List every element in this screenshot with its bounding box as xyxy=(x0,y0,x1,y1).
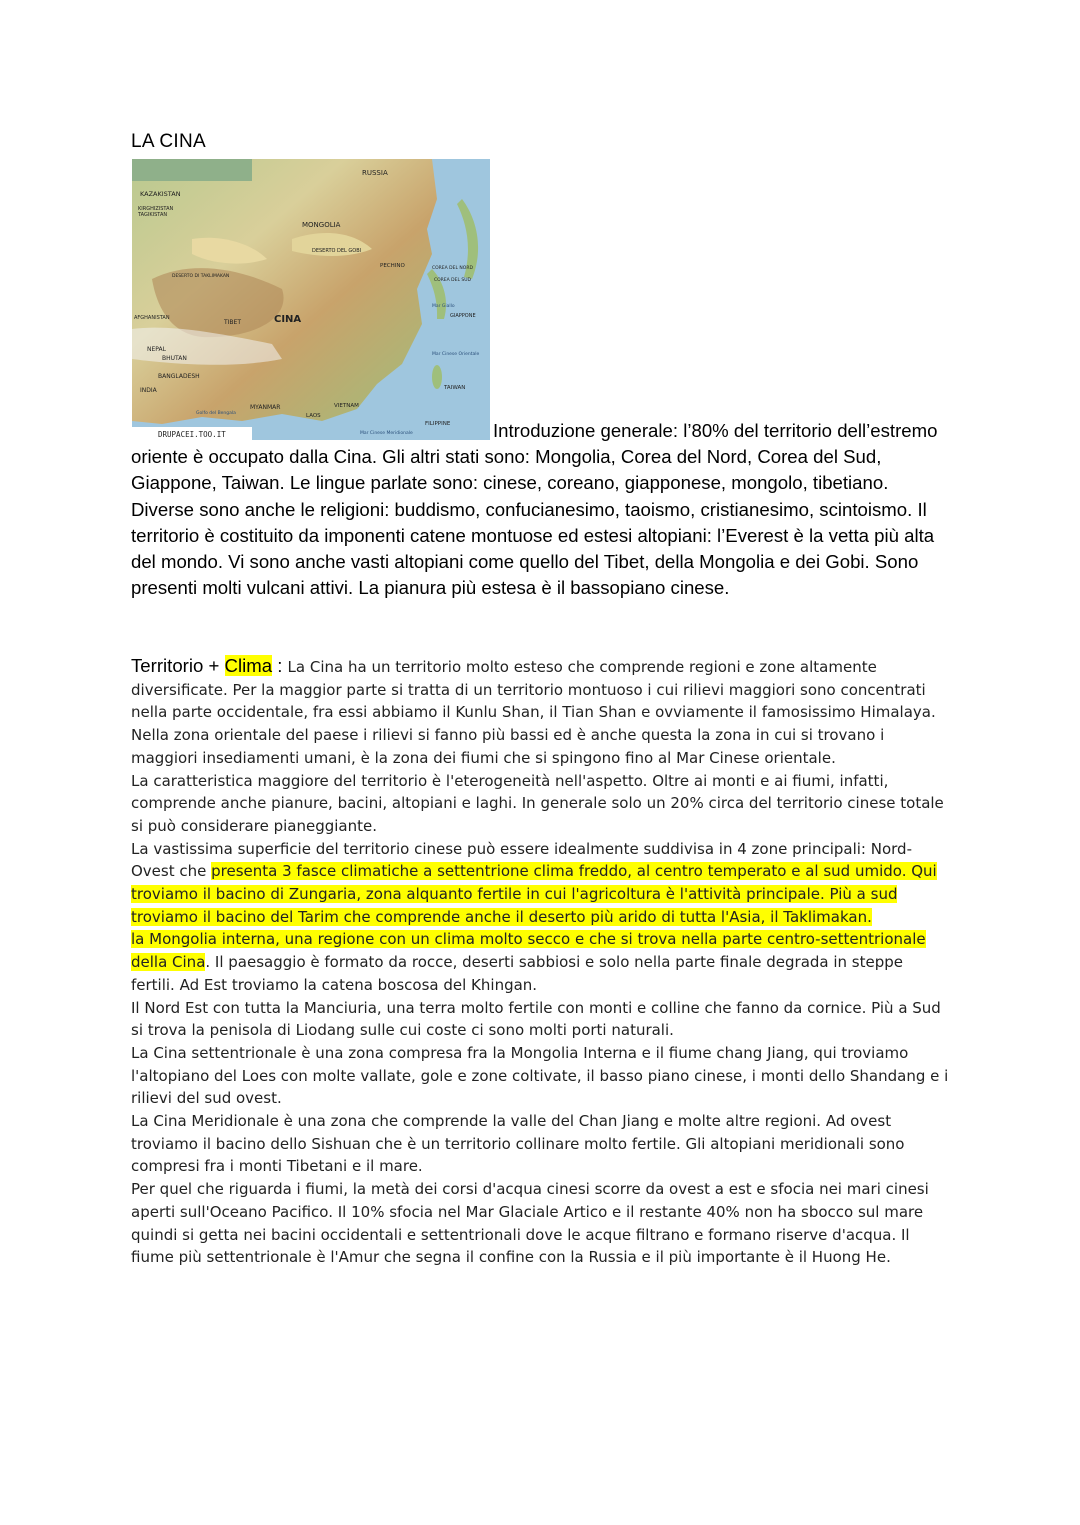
map-label-mar-giallo: Mar Giallo xyxy=(432,304,455,309)
map-label-giappone: GIAPPONE xyxy=(450,313,476,319)
territory-paragraph-1 xyxy=(131,655,951,770)
map-label-corea-nord: COREA DEL NORD xyxy=(432,266,473,271)
intro-text: l’80% del territorio dell’estremo oriente è occupato dalla Cina. Gli altri stati sono: Mongolia, Corea del Nord, Corea del Sud, Giappone, Taiwan. Le lingue parlate sono: cinese, coreano, giapponese, mongolo, tibetiano. Diverse sono anche le religioni: buddismo, confucianesimo, taoismo, cristianesimo, scintoismo. Il territorio è costituito da imponenti catene montuose ed estesi altopiani: l’Everest è la vetta più alta del mondo. Vi sono anche vasti altopiani come quello del Tibet, della Mongolia e dei Gobi. Sono presenti molti vulcani attivi. La pianura più estesa è il bassopiano cinese. xyxy=(131,420,938,599)
territory-text-3-highlight: presenta 3 fasce climatiche a settentrione clima freddo, al centro temperato e al sud umido. Qui troviamo il bacino di Zungaria, zona alquanto fertile in cui l'agricoltura è l'attività principale. Più a sud troviamo il bacino del Tarim che comprende anche il deserto più arido di tutta l'Asia, il Taklimakan. xyxy=(131,862,937,926)
section-heading-territorio: Territorio + xyxy=(131,655,225,676)
map-label-taiwan: TAIWAN xyxy=(444,385,466,391)
map-label-bhutan: BHUTAN xyxy=(162,355,187,362)
map-label-taklimakan: DESERTO DI TAKLIMAKAN xyxy=(172,274,230,279)
map-label-mar-cinese-meridionale: Mar Cinese Meridionale xyxy=(360,431,413,436)
map-label-tibet: TIBET xyxy=(224,319,242,326)
map-label-deserto-gobi: DESERTO DEL GOBI xyxy=(312,248,362,254)
map-label-filippine: FILIPPINE xyxy=(425,421,451,427)
document-title: LA CINA xyxy=(131,131,206,152)
territory-paragraph-8: Per quel che riguarda i fiumi, la metà dei corsi d'acqua cinesi scorre da ovest a est e sfocia nei mari cinesi aperti sull'Oceano Pacifico. Il 10% sfocia nel Mar Glaciale Artico e il restante 40% non ha sbocco sul mare quindi si getta nei bacini occidentali e settentrionali dove le acque filtrano e formano riserve d'acqua. Il fiume più settentrionale è l'Amur che segna il confine con la Russia e il più importante è il Huong He. xyxy=(131,1180,929,1267)
map-label-afghanistan: AFGHANISTAN xyxy=(134,315,170,321)
map-label-pechino: PECHINO xyxy=(380,263,405,269)
intro-paragraph xyxy=(131,418,946,601)
map-label-myanmar: MYANMAR xyxy=(250,404,281,411)
territory-text-4-plain: . Il paesaggio è formato da rocce, deserti sabbiosi e solo nella parte finale degrada in steppe fertili. Ad Est troviamo la catena boscosa del Khingan. xyxy=(131,953,904,994)
territory-paragraph-4 xyxy=(131,928,951,996)
map-label-nepal: NEPAL xyxy=(147,346,166,353)
intro-label: Introduzione generale: xyxy=(493,420,679,441)
china-map-image xyxy=(132,159,490,440)
map-label-tagikistan: TAGIKISTAN xyxy=(138,212,168,218)
map-label-bangladesh: BANGLADESH xyxy=(158,373,200,380)
map-label-corea-sud: COREA DEL SUD xyxy=(434,278,472,283)
section-heading-colon: : xyxy=(272,655,288,676)
territory-text-3-plain: La vastissima superficie del territorio cinese può essere idealmente suddivisa in 4 zone principali: Nord-Ovest che xyxy=(131,839,912,881)
map-credit: DRUPACEI.TOO.IT xyxy=(158,430,226,439)
map-label-kazakistan: KAZAKISTAN xyxy=(140,190,181,198)
territory-paragraph-6: La Cina settentrionale è una zona compresa fra la Mongolia Interna e il fiume chang Jiang, qui troviamo l'altopiano del Loes con molte vallate, gole e zone coltivate, il basso piano cinese, i monti dello Shandang e i rilievi del sud ovest. xyxy=(131,1043,949,1108)
map-label-vietnam: VIETNAM xyxy=(334,403,359,409)
map-label-russia: RUSSIA xyxy=(362,169,388,177)
territory-section xyxy=(131,655,951,1269)
map-label-cina: CINA xyxy=(274,314,302,325)
map-label-golfo-bengala: Golfo del Bengala xyxy=(196,411,236,416)
map-label-india: INDIA xyxy=(140,387,157,394)
map-label-mar-cinese-orientale: Mar Cinese Orientale xyxy=(432,352,480,357)
map-label-kirghizistan: KIRGHIZISTAN xyxy=(138,206,174,212)
territory-text-1: La Cina ha un territorio molto esteso che comprende regioni e zone altamente diversificate. Per la maggior parte si tratta di un territorio montuoso i cui rilievi maggiori sono concentrati nella parte occidentale, fra essi abbiamo il Kunlu Shan, il Tian Shan e ovviamente il famosissimo Himalaya. Nella zona orientale del paese i rilievi si fanno più bassi ed è anche questa la zona in cui si trovano i maggiori insediamenti umani, è la zona dei fiumi che si spingono fino al Mar Cinese orientale. xyxy=(131,658,936,767)
territory-paragraph-7: La Cina Meridionale è una zona che comprende la valle del Chan Jiang e molte altre regioni. Ad ovest troviamo il bacino dello Sishuan che è un territorio collinare molto fertile. Gli altopiani meridionali sono compresi fra i monti Tibetani e il mare. xyxy=(131,1112,905,1176)
territory-paragraph-5: Il Nord Est con tutta la Manciuria, una terra molto fertile con monti e colline che fanno da cornice. Più a Sud si trova la penisola di Liodang sulle cui coste ci sono molti porti naturali. xyxy=(131,998,941,1040)
map-label-laos: LAOS xyxy=(306,413,321,419)
territory-text-4-highlight: la Mongolia interna, una regione con un clima molto secco e che si trova nella parte centro-settentrionale della Cina xyxy=(131,930,926,972)
territory-paragraph-3 xyxy=(131,838,951,929)
map-label-mongolia: MONGOLIA xyxy=(302,221,341,229)
section-heading-clima: Clima xyxy=(224,655,273,676)
territory-paragraph-2: La caratteristica maggiore del territorio è l'eterogeneità nell'aspetto. Oltre ai monti e ai fiumi, infatti, comprende anche pianure, bacini, altopiani e laghi. In generale solo un 20% circa del territorio cinese totale si può considerare pianeggiante. xyxy=(131,771,944,835)
